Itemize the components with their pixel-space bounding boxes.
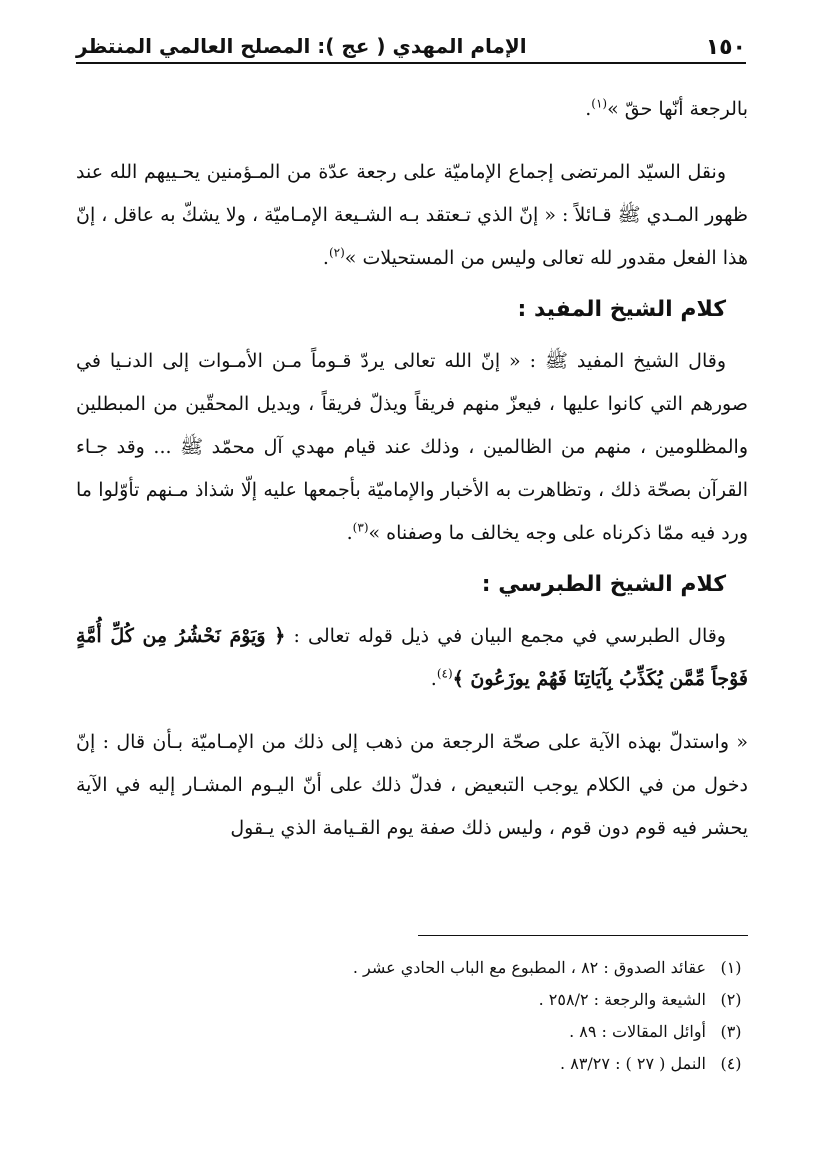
footnote-separator	[418, 935, 748, 936]
footnote-ref-1[interactable]: (١)	[591, 96, 608, 111]
footnote-4: (٤) النمل ( ٢٧ ) : ٨٣/٢٧ .	[560, 1054, 742, 1073]
footnote-ref-2[interactable]: (٢)	[328, 245, 345, 260]
footnotes	[76, 952, 748, 1080]
paragraph-2: ونقل السيّد المرتضى إجماع الإماميّة على رجعة عدّة من المـؤمنين يحـييهم الله عند ظهور المـدي ﷺ قـائلاً : « إنّ الذي تـعتقد بـه الشـيعة الإمـاميّة ، ولا يشكّ به عاقل ، إنّ هذا الفعل مقدور لله تعالى وليس من المستحيلات »$^{(٢)}$.	[76, 161, 748, 269]
main-text	[76, 88, 748, 850]
running-title: الإمام المهدي ( عج ): المصلح العالمي المنتظر	[76, 34, 527, 58]
footnote-ref-4[interactable]: (٤)	[436, 666, 453, 681]
paragraph-3: وقال الشيخ المفيد ﷺ : « إنّ الله تعالى يردّ قـوماً مـن الأمـوات إلى الدنـيا في صورهم التي كانوا عليها ، فيعزّ منهم فريقاً ويذلّ فريقاً ، ويديل المحقّين من المبطلين والمظلومين ، منهم من الظالمين ، وذلك عند قيام مهدي آل محمّد ﷺ ... وقد جـاء القرآن بصحّة ذلك ، وتظاهرت به الأخبار والإماميّة بأجمعها عليه إلّا شذاذ مـنهم تأوّلوا ما ورد فيه ممّا ذكرناه على وجه يخالف ما وصفناه »$^{(٣)}$.	[76, 350, 748, 544]
paragraph-4: وقال الطبرسي في مجمع البيان في ذيل قوله تعالى : ﴿ وَيَوْمَ نَحْشُرُ مِن كُلِّ أُمَّةٍ فَوْجاً مِّمَّن يُكَذِّبُ بِآيَاتِنَا فَهُمْ يوزَعُونَ ﴾$^{(٤)}$.	[76, 625, 748, 690]
footnote-2: (٢) الشيعة والرجعة : ٢٥٨/٢ .	[538, 990, 742, 1009]
page-number: ١٥٠	[705, 35, 746, 60]
paragraph-1: بالرجعة أنّها حقّ »$^{(١)}$.	[585, 96, 748, 120]
footnote-3: (٣) أوائل المقالات : ٨٩ .	[569, 1022, 742, 1041]
footnote-ref-3[interactable]: (٣)	[352, 520, 369, 535]
footnote-1: (١) عقائد الصدوق : ٨٢ ، المطبوع مع الباب الحادي عشر .	[352, 958, 742, 977]
page-header	[76, 28, 746, 64]
section-heading-mufid: كلام الشيخ المفيد :	[517, 297, 726, 322]
paragraph-5: « واستدلّ بهذه الآية على صحّة الرجعة من ذهب إلى ذلك من الإمـاميّة بـأن قال : إنّ دخول من في الكلام يوجب التبعيض ، فدلّ ذلك على أنّ اليـوم المشـار إليه في الآية يحشر فيه قوم دون قوم ، وليس ذلك صفة يوم القـيامة الذي يـقول	[76, 731, 748, 839]
section-heading-tabarsi: كلام الشيخ الطبرسي :	[481, 572, 726, 597]
quran-verse: ﴿ وَيَوْمَ نَحْشُرُ مِن كُلِّ أُمَّةٍ فَوْجاً مِّمَّن يُكَذِّبُ بِآيَاتِنَا فَهُمْ يوزَعُونَ ﴾	[76, 625, 748, 690]
